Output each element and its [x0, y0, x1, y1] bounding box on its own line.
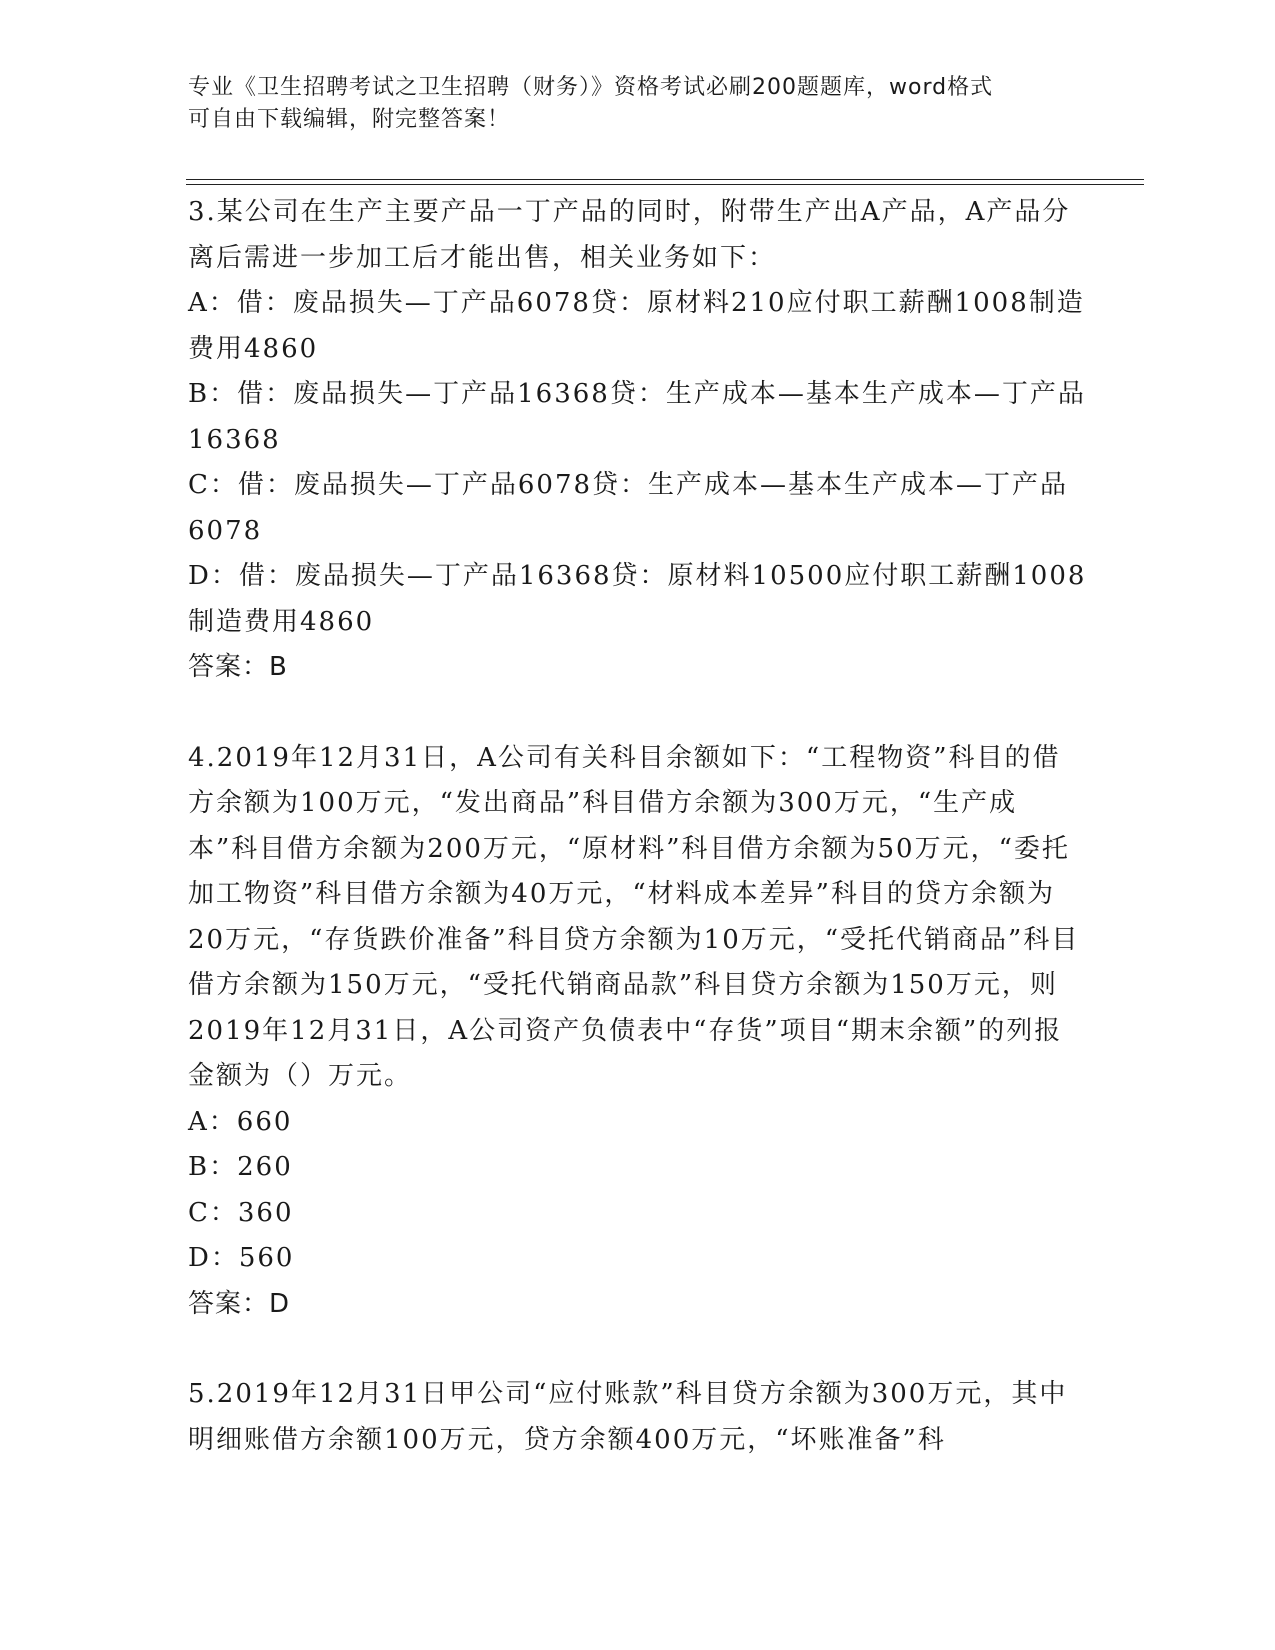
question-3: [188, 190, 1088, 691]
question-stem: 4.2019年12月31日，A公司有关科目余额如下：“工程物资”科目的借方余额为100万元，“发出商品”科目借方余额为300万元，“生产成本”科目借方余额为200万元，“原材料”科目借方余额为50万元，“委托加工物资”科目借方余额为40万元，“材料成本差异”科目的贷方余额为20万元，“存货跌价准备”科目贷方余额为10万元，“受托代销商品”科目借方余额为150万元，“受托代销商品款”科目贷方余额为150万元，则2019年12月31日，A公司资产负债表中“存货”项目“期末余额”的列报金额为（）万元。: [188, 742, 1080, 1091]
answer-line: 答案：B: [188, 652, 288, 682]
question-4: [188, 736, 1088, 1328]
header-divider: [186, 179, 1144, 185]
question-spacer: [188, 1327, 1088, 1372]
option-d: D：借：废品损失—丁产品16368贷：原材料10500应付职工薪酬1008制造费用4860: [188, 561, 1087, 637]
header-line-2: 可自由下载编辑，附完整答案！: [188, 107, 511, 132]
question-stem: 3.某公司在生产主要产品一丁产品的同时，附带生产出A产品，A产品分离后需进一步加工后才能出售，相关业务如下：: [188, 197, 1071, 273]
option-c: C：借：废品损失—丁产品6078贷：生产成本—基本生产成本—丁产品6078: [188, 470, 1069, 546]
option-b: B：260: [188, 1152, 293, 1182]
option-b: B：借：废品损失—丁产品16368贷：生产成本—基本生产成本—丁产品16368: [188, 379, 1086, 455]
option-d: D：560: [188, 1243, 295, 1273]
document-header: [188, 72, 1068, 136]
option-a: A：660: [188, 1106, 293, 1137]
question-5: [188, 1372, 1088, 1463]
option-a: A：借：废品损失—丁产品6078贷：原材料210应付职工薪酬1008制造费用4860: [188, 288, 1085, 364]
header-line-1: 专业《卫生招聘考试之卫生招聘（财务）》资格考试必刷200题题库，word格式: [188, 75, 994, 100]
question-list: [188, 190, 1088, 1463]
answer-line: 答案：D: [188, 1288, 291, 1319]
question-stem: 5.2019年12月31日甲公司“应付账款”科目贷方余额为300万元，其中明细账借方余额100万元，贷方余额400万元，“坏账准备”科: [188, 1379, 1068, 1455]
option-c: C：360: [188, 1197, 294, 1228]
question-spacer: [188, 691, 1088, 736]
